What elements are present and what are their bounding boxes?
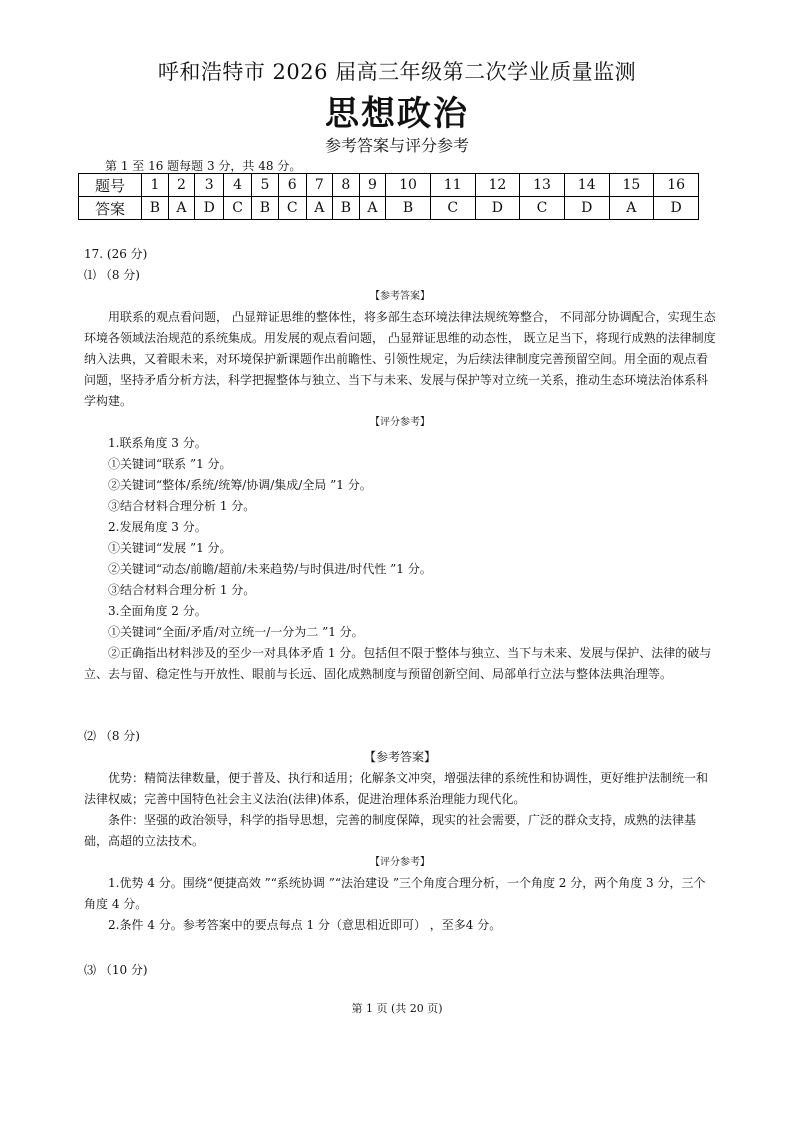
question-number: 1	[142, 174, 169, 197]
answer-cell: B	[142, 197, 169, 220]
answer-cell: B	[332, 197, 359, 220]
q17-part2-advantages: 优势：精简法律数量，便于普及、执行和适用；化解条文冲突，增强法律的系统性和协调性，更好维护法制统一和法律权威；完善中国特色社会主义法治(法律)体系，促进治理体系治理能力现代化。	[84, 771, 709, 806]
answer-cell: C	[520, 197, 565, 220]
mc-note: 第 1 至 16 题每题 3 分，共 48 分。	[105, 159, 302, 173]
score-line: ②关键词“整体/系统/统筹/协调/集成/全局 ”1 分。	[108, 478, 372, 492]
answer-cell: D	[195, 197, 224, 220]
question-number: 10	[386, 174, 431, 197]
question-number: 14	[564, 174, 609, 197]
q17-part1-ref-text: 用联系的观点看问题， 凸显辩证思维的整体性，将多部生态环境法律法规统筹整合， 不同部分协调配合，实现生态环境各领域法治规范的系统集成。用发展的观点看问题， 凸显辩证思维的动态性， 既立足当下，将现行成熟的法律制度纳入法典，又着眼未来，对环境保护新课题作出前瞻性、引领性规定，为后续法律制度完善预留空间。用全面的观点看问题，坚持矛盾分析方法，科学把握整体与独立、当下与未来、发展与保护等对立统一关系，推动生态环境法治体系科学构建。	[84, 310, 716, 408]
q17-heading: 17. (26 分)	[84, 247, 148, 261]
answer-row	[79, 197, 699, 220]
question-number: 7	[306, 174, 332, 197]
score-line: ①关键词“全面/矛盾/对立统一/一分为二 ”1 分。	[108, 625, 364, 639]
subtitle: 参考答案与评分参考	[324, 136, 469, 155]
q17-part1-section	[84, 244, 716, 685]
q17-part2-score-1: 1.优势 4 分。围绕“便捷高效 ”“系统协调 ”“法治建设 ”三个角度合理分析，一个角度 2 分，两个角度 3 分，三个角度 4 分。	[84, 876, 706, 911]
page-footer: 第 1 页 (共 20 页)	[351, 1002, 443, 1015]
row-label-number: 题号	[79, 174, 142, 197]
answer-cell: D	[564, 197, 609, 220]
score-line: ②关键词“动态/前瞻/超前/未来趋势/与时俱进/时代性 ”1 分。	[108, 562, 432, 576]
q17-part1-heading: ⑴ （8 分)	[84, 268, 140, 282]
question-number: 11	[430, 174, 475, 197]
score-line-last: ②正确指出材料涉及的至少一对具体矛盾 1 分。包括但不限于整体与独立、当下与未来、发展与保护、法律的破与立、去与留、稳定性与开放性、眼前与长远、固化成熟制度与预留创新空间、局部单行立法与整体法典治理等。	[84, 646, 712, 681]
question-number: 13	[520, 174, 565, 197]
score-line: 3.全面角度 2 分。	[108, 604, 207, 618]
q17-part2-score-2: 2.条件 4 分。参考答案中的要点每点 1 分（意思相近即可） ，至多4 分。	[108, 918, 502, 932]
question-number: 5	[252, 174, 279, 197]
subject-title: 思想政治	[325, 94, 469, 134]
q17-part2-heading: ⑵ （8 分)	[84, 729, 140, 743]
q17-part3-heading: ⑶ （10 分)	[84, 963, 148, 977]
answer-cell: A	[359, 197, 385, 220]
question-number: 4	[224, 174, 252, 197]
answer-cell: D	[475, 197, 520, 220]
answer-cell: B	[252, 197, 279, 220]
q17-part1-ref-label: 【参考答案】	[370, 291, 430, 302]
answer-cell: A	[306, 197, 332, 220]
question-number: 8	[332, 174, 359, 197]
question-number: 3	[195, 174, 224, 197]
question-number: 12	[475, 174, 520, 197]
q17-part2-section	[84, 726, 716, 936]
answer-cell: B	[386, 197, 431, 220]
q17-part2-score-label: 【评分参考】	[370, 857, 430, 868]
q17-part2-ref-label: 【参考答案】	[363, 750, 436, 764]
question-number: 6	[278, 174, 306, 197]
answer-cell: C	[430, 197, 475, 220]
q17-part2-conditions: 条件：坚强的政治领导，科学的指导思想，完善的制度保障，现实的社会需要，广泛的群众支持，成熟的法律基础，高超的立法技术。	[84, 813, 697, 848]
question-number: 15	[609, 174, 654, 197]
score-line: 1.联系角度 3 分。	[108, 436, 207, 450]
question-number: 16	[654, 174, 699, 197]
number-row	[79, 174, 699, 197]
score-line: ③结合材料合理分析 1 分。	[108, 499, 256, 513]
answer-table	[78, 173, 699, 220]
q17-part1-score-label: 【评分参考】	[370, 417, 430, 428]
score-line: ①关键词“联系 ”1 分。	[108, 457, 232, 471]
answer-cell: C	[278, 197, 306, 220]
question-number: 2	[168, 174, 194, 197]
answer-cell: A	[168, 197, 194, 220]
score-line: ③结合材料合理分析 1 分。	[108, 583, 256, 597]
row-label-answer: 答案	[79, 197, 142, 220]
score-line: ①关键词“发展 ”1 分。	[108, 541, 232, 555]
question-number: 9	[359, 174, 385, 197]
answer-cell: D	[654, 197, 699, 220]
answer-cell: C	[224, 197, 252, 220]
exam-title: 呼和浩特市 2026 届高三年级第二次学业质量监测	[157, 60, 637, 84]
score-line: 2.发展角度 3 分。	[108, 520, 207, 534]
answer-cell: A	[609, 197, 654, 220]
